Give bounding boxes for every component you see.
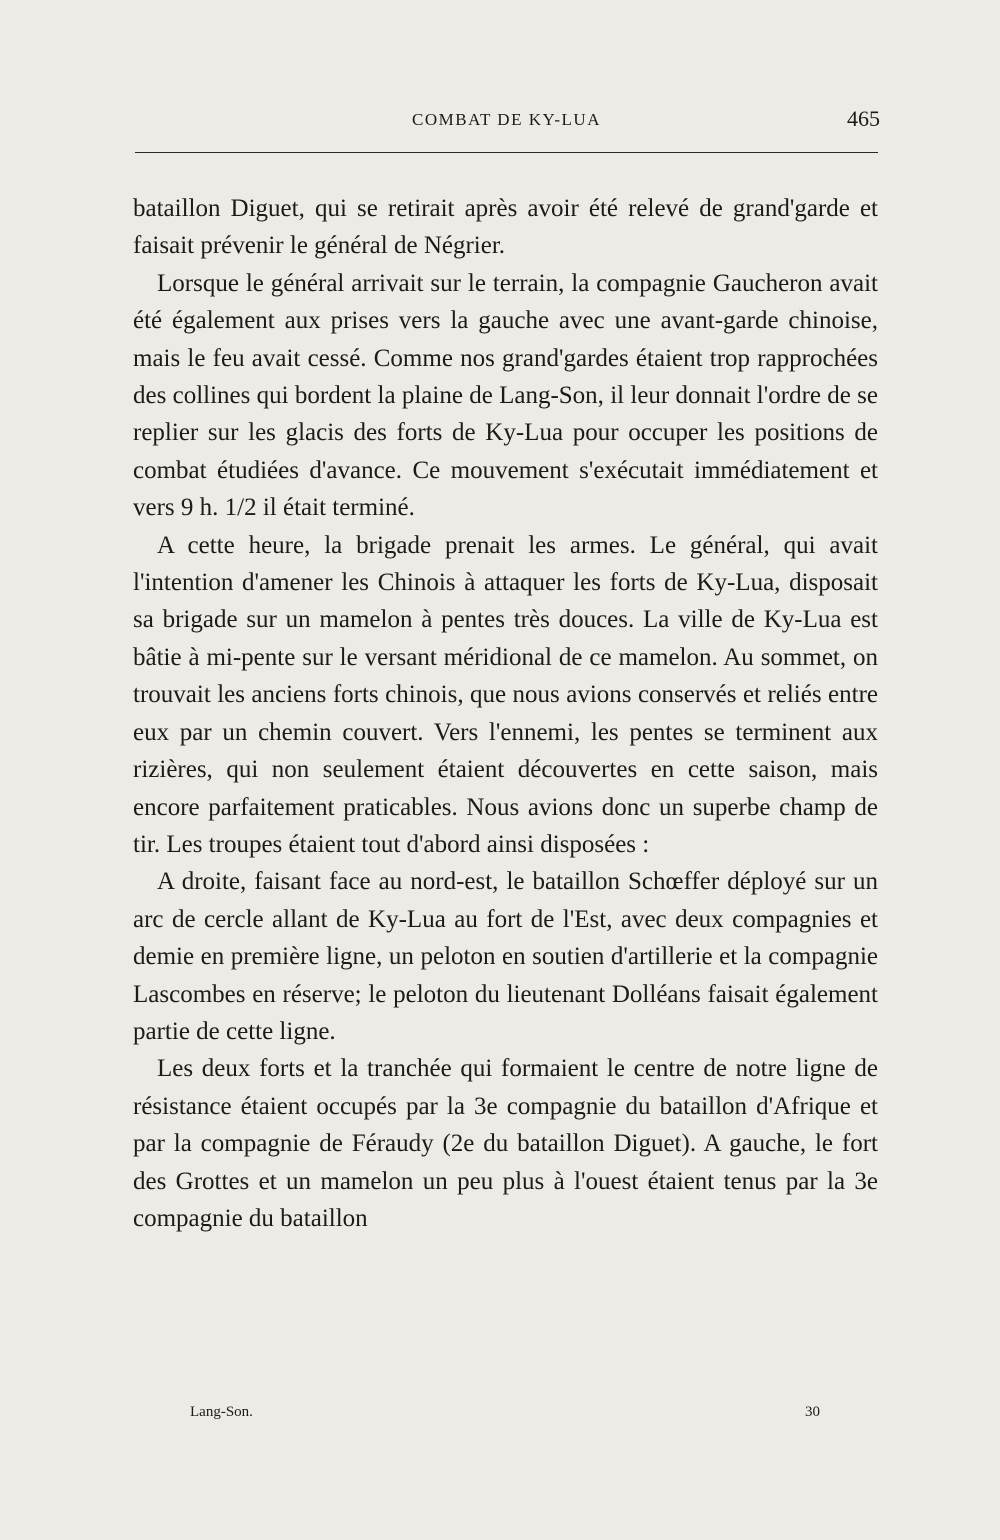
page-header: [133, 106, 880, 142]
paragraph-1: bataillon Diguet, qui se retirait après avoir été relevé de grand'garde et faisait prévenir le général de Négrier.: [133, 195, 878, 260]
body-text: [133, 190, 878, 1237]
paragraph-3: A cette heure, la brigade prenait les armes. Le général, qui avait l'intention d'amener les Chinois à attaquer les forts de Ky-Lua, disposait sa brigade sur un mamelon à pentes très douces. La ville de Ky-Lua est bâtie à mi-pente sur le versant méridional de ce mamelon. Au sommet, on trouvait les anciens forts chinois, que nous avions conservés et reliés entre eux par un chemin couvert. Vers l'ennemi, les pentes se terminent aux rizières, qui non seulement étaient découvertes en cette saison, mais encore parfaitement praticables. Nous avions donc un superbe champ de tir. Les troupes étaient tout d'abord ainsi disposées :: [133, 531, 878, 858]
paragraph-5: Les deux forts et la tranchée qui formaient le centre de notre ligne de résistance étaient occupés par la 3e compagnie du bataillon d'Afrique et par la compagnie de Féraudy (2e du bataillon Diguet). A gauche, le fort des Grottes et un mamelon un peu plus à l'ouest étaient tenus par la 3e compagnie du bataillon: [133, 1055, 878, 1232]
running-title: COMBAT DE KY-LUA: [412, 110, 601, 129]
signature-mark: Lang-Son.: [190, 1404, 253, 1420]
page-footer: [190, 1404, 820, 1428]
paragraph-4: A droite, faisant face au nord-est, le bataillon Schœffer déployé sur un arc de cercle allant de Ky-Lua au fort de l'Est, avec deux compagnies et demie en première ligne, un peloton en soutien d'artillerie et la compagnie Lascombes en réserve; le peloton du lieutenant Dolléans faisait également partie de cette ligne.: [133, 868, 878, 1045]
page-number: 465: [847, 106, 880, 131]
header-rule: [135, 152, 878, 153]
sheet-number: 30: [805, 1404, 820, 1420]
paragraph-2: Lorsque le général arrivait sur le terrain, la compagnie Gaucheron avait été également aux prises vers la gauche avec une avant-garde chinoise, mais le feu avait cessé. Comme nos grand'gardes étaient trop rapprochées des collines qui bordent la plaine de Lang-Son, il leur donnait l'ordre de se replier sur les glacis des forts de Ky-Lua pour occuper les positions de combat étudiées d'avance. Ce mouvement s'exécutait immédiatement et vers 9 h. 1/2 il était terminé.: [133, 269, 878, 522]
